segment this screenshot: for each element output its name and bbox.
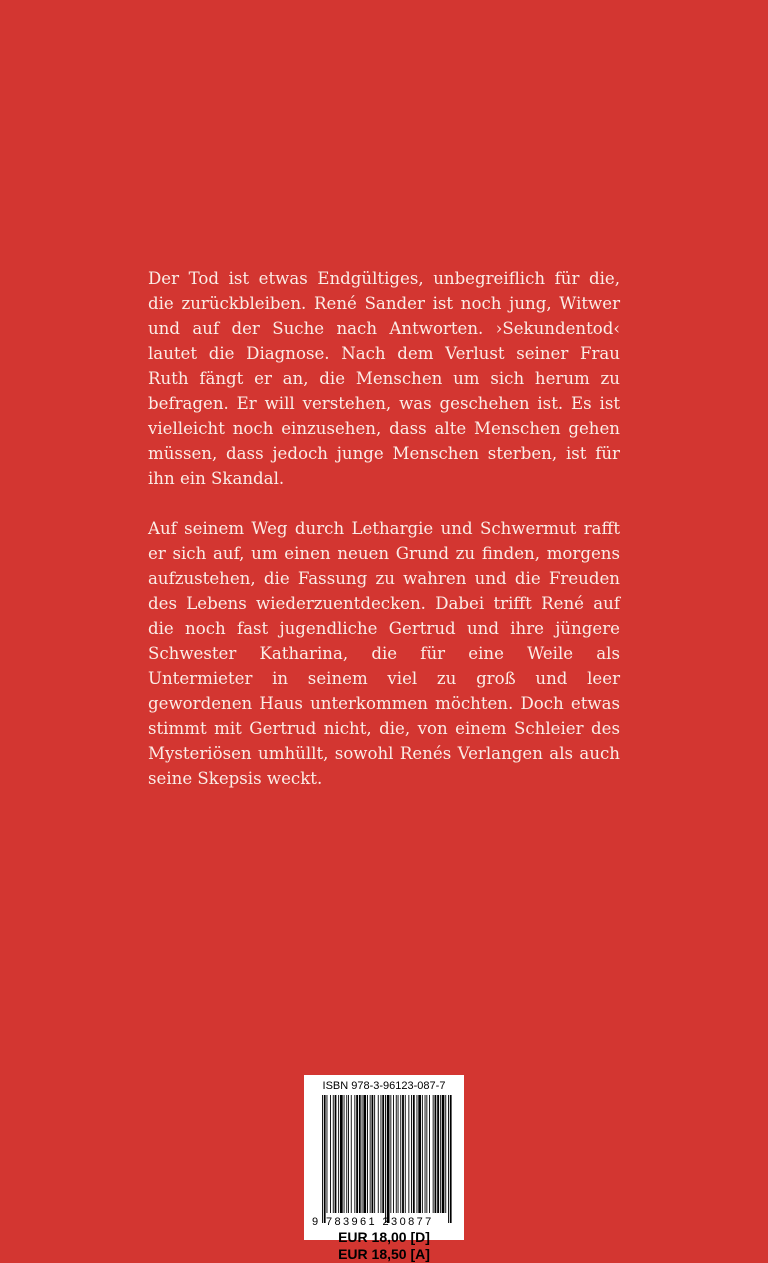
price-block: [304, 1229, 464, 1263]
price-germany: EUR 18,00 [D]: [338, 1229, 430, 1245]
isbn-number: ISBN 978-3-96123-087-7: [322, 1080, 446, 1092]
blurb-paragraph-2: Auf seinem Weg durch Lethargie und Schwermut rafft er sich auf, um einen neuen Grund zu finden, morgens aufzustehen, die Fassung zu wahren und die Freuden des Lebens wiederzuentdecken. Dabei trifft René auf die noch fast jugendliche Gertrud und ihre jüngere Schwester Katharina, die für eine Weile als Untermieter in seinem viel zu groß und leer gewordenen Haus unterkommen möchten. Doch etwas stimmt mit Gertrud nicht, die, von einem Schleier des Mysteriösen umhüllt, sowohl Renés Verlangen als auch seine Skepsis weckt.: [148, 519, 620, 788]
blurb-paragraph-1: Der Tod ist etwas Endgültiges, unbegreiflich für die, die zurückbleiben. René Sander ist noch jung, Witwer und auf der Suche nach Antworten. ›Sekundentod‹ lautet die Diagnose. Nach dem Verlust seiner Frau Ruth fängt er an, die Menschen um sich herum zu befragen. Er will verstehen, was geschehen ist. Es ist vielleicht noch einzusehen, dass alte Menschen gehen müssen, dass jedoch junge Menschen sterben, ist für ihn ein Skandal.: [148, 269, 620, 488]
blurb-text: [148, 266, 620, 791]
barcode-digits: 9 783961 230877: [312, 1216, 434, 1228]
barcode-icon: [322, 1095, 452, 1225]
isbn-price-label: [304, 1075, 464, 1262]
price-austria: EUR 18,50 [A]: [338, 1246, 430, 1262]
